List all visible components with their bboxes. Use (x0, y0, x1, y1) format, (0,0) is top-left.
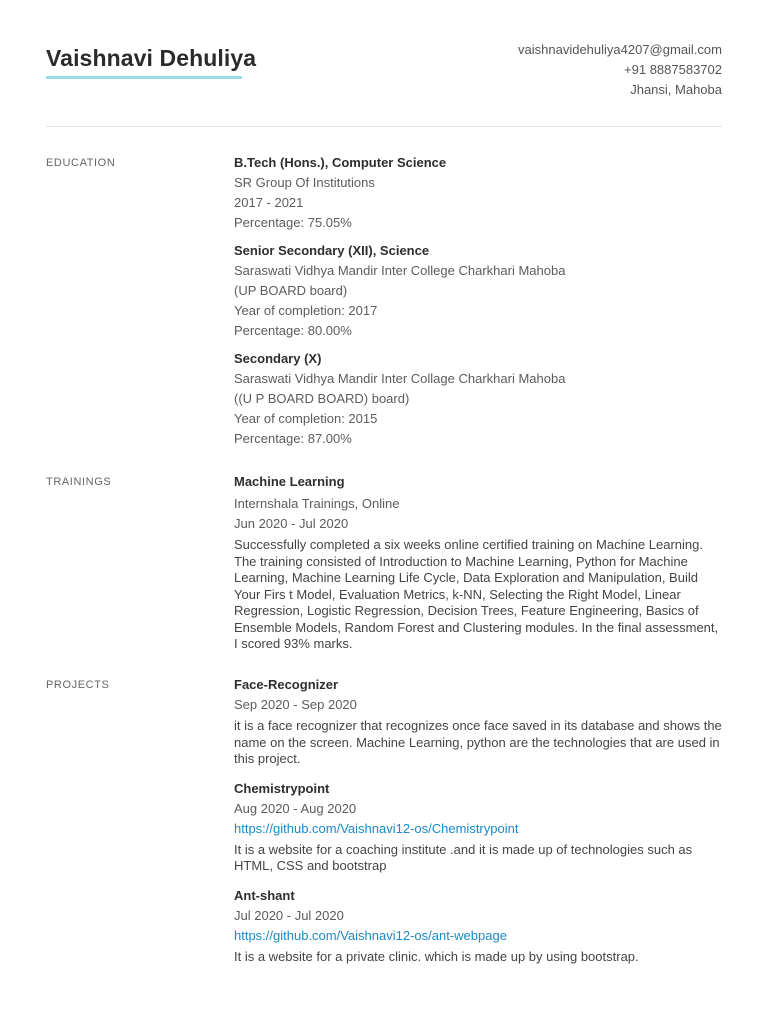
trainings-section (234, 472, 722, 653)
education-institution: SR Group Of Institutions (234, 175, 375, 190)
project-title: Face-Recognizer (234, 677, 339, 692)
name-underline (46, 76, 242, 79)
education-institution: Saraswati Vidhya Mandir Inter Collage Charkhari Mahoba (234, 371, 566, 386)
training-dates: Jun 2020 - Jul 2020 (234, 516, 349, 531)
training-entry (234, 472, 722, 653)
education-percentage: Percentage: 87.00% (234, 431, 352, 446)
candidate-name: Vaishnavi Dehuliya (46, 45, 257, 71)
education-degree: B.Tech (Hons.), Computer Science (234, 155, 447, 170)
training-provider: Internshala Trainings, Online (234, 496, 400, 511)
project-entry (234, 779, 722, 875)
project-description: It is a website for a private clinic. which is made up by using bootstrap. (234, 948, 639, 964)
training-description: Successfully completed a six weeks online certified training on Machine Learning. The training consisted of Introduction to Machine Learning, Python for Machine Learning, Machine Learning Life Cycle, Data Exploration and Manipulation, Build Your Firs t Model, Evaluation Metrics, k-NN, Selecting the Right Model, Linear Regression, Logistic Regression, Decision Trees, Feature Engineering, Basics of Ensemble Models, Random Forest and Clustering modules. In the final assessment, I scored 93% marks. (234, 537, 719, 651)
projects-section (234, 675, 722, 965)
education-years: 2017 - 2021 (234, 195, 304, 210)
education-entry (234, 349, 722, 449)
education-entry (234, 153, 722, 233)
project-dates: Jul 2020 - Jul 2020 (234, 907, 344, 923)
project-github-link[interactable]: https://github.com/Vaishnavi12-os/Chemistrypoint (234, 820, 519, 836)
education-percentage: Percentage: 80.00% (234, 323, 352, 338)
education-degree: Secondary (X) (234, 351, 322, 366)
contact-block (518, 40, 722, 100)
training-title: Machine Learning (234, 474, 345, 489)
education-institution: Saraswati Vidhya Mandir Inter College Charkhari Mahoba (234, 263, 566, 278)
header-divider (46, 126, 722, 127)
phone-number: +91 8887583702 (624, 62, 722, 77)
project-dates: Aug 2020 - Aug 2020 (234, 800, 357, 816)
project-entry (234, 675, 722, 768)
education-board: ((U P BOARD BOARD) board) (234, 391, 410, 406)
project-description: it is a face recognizer that recognizes once face saved in its database and shows the name on the screen. Machine Learning, python are the technologies that are used in this project. (234, 718, 722, 766)
education-section-label: EDUCATION (46, 157, 116, 169)
education-section (234, 153, 722, 449)
project-title: Ant-shant (234, 887, 295, 903)
project-entry (234, 886, 722, 966)
trainings-section-label: TRAININGS (46, 476, 112, 488)
project-dates: Sep 2020 - Sep 2020 (234, 697, 357, 712)
education-board: (UP BOARD board) (234, 283, 348, 298)
projects-section-label: PROJECTS (46, 679, 110, 691)
email-link[interactable]: vaishnavidehuliya4207@gmail.com (518, 42, 722, 57)
project-github-link[interactable]: https://github.com/Vaishnavi12-os/ant-webpage (234, 927, 507, 943)
project-description: It is a website for a coaching institute .and it is made up of technologies such as HTML, CSS and bootstrap (234, 841, 693, 873)
project-title: Chemistrypoint (234, 780, 330, 796)
education-degree: Senior Secondary (XII), Science (234, 243, 430, 258)
education-percentage: Percentage: 75.05% (234, 215, 352, 230)
location: Jhansi, Mahoba (630, 82, 722, 97)
education-completion-year: Year of completion: 2015 (234, 411, 378, 426)
education-completion-year: Year of completion: 2017 (234, 303, 378, 318)
education-entry (234, 241, 722, 341)
